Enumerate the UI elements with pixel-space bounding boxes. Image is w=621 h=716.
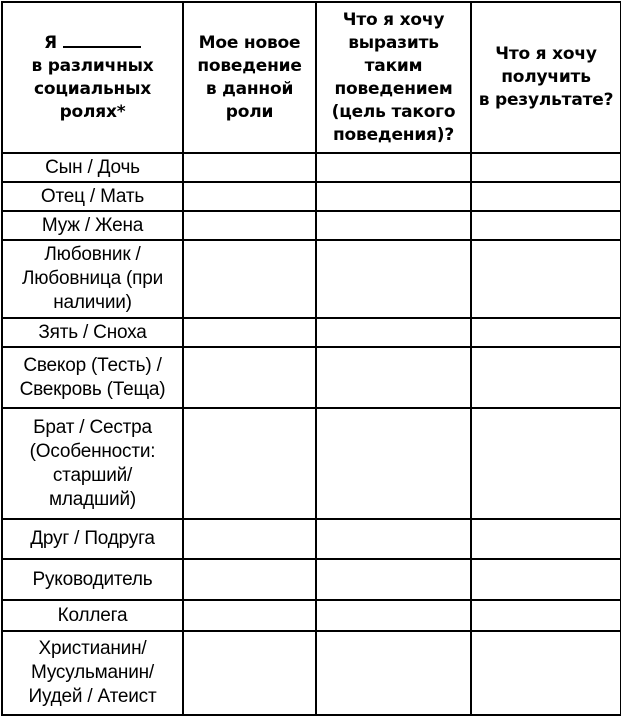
role-cell: Сын / Дочь [2, 153, 183, 182]
express-goal-cell[interactable] [316, 631, 471, 715]
result-cell[interactable] [471, 408, 621, 519]
table-row [2, 600, 621, 631]
table-row [2, 153, 621, 182]
header-roles [2, 2, 183, 153]
express-goal-cell[interactable] [316, 182, 471, 211]
new-behavior-cell[interactable] [183, 211, 316, 240]
new-behavior-cell[interactable] [183, 318, 316, 347]
result-cell[interactable] [471, 318, 621, 347]
header-row [2, 2, 621, 153]
new-behavior-cell[interactable] [183, 240, 316, 318]
table-row [2, 240, 621, 318]
role-cell: Друг / Подруга [2, 519, 183, 559]
table-row [2, 519, 621, 559]
header-result [471, 2, 621, 153]
role-cell: Коллега [2, 600, 183, 631]
header-express-goal-line-2: таким [364, 55, 423, 76]
header-result-line-1: получить [501, 67, 591, 87]
table-row [2, 347, 621, 408]
header-roles-line-2: социальных [33, 78, 152, 99]
result-cell[interactable] [471, 631, 621, 715]
result-cell[interactable] [471, 600, 621, 631]
new-behavior-cell[interactable] [183, 559, 316, 600]
express-goal-cell[interactable] [316, 153, 471, 182]
express-goal-cell[interactable] [316, 519, 471, 559]
result-cell[interactable] [471, 559, 621, 600]
new-behavior-cell[interactable] [183, 600, 316, 631]
role-cell: Руководитель [2, 559, 183, 600]
result-cell[interactable] [471, 347, 621, 408]
express-goal-cell[interactable] [316, 211, 471, 240]
table-row [2, 211, 621, 240]
social-roles-table [1, 1, 621, 716]
result-cell[interactable] [471, 211, 621, 240]
role-cell: Любовник / Любовница (при наличии) [2, 240, 183, 318]
fill-in-blank [63, 32, 141, 48]
header-express-goal-line-5: поведения)? [333, 124, 454, 145]
new-behavior-cell[interactable] [183, 519, 316, 559]
role-cell: Муж / Жена [2, 211, 183, 240]
header-express-goal-line-1: выразить [348, 32, 439, 53]
table-row [2, 559, 621, 600]
express-goal-cell[interactable] [316, 318, 471, 347]
header-express-goal-line-3: поведением [334, 78, 453, 99]
header-new-behavior-line-2: в данной [205, 78, 294, 99]
role-cell: Отец / Мать [2, 182, 183, 211]
role-cell: Брат / Сестра (Особенности: старший/ младший) [2, 408, 183, 519]
new-behavior-cell[interactable] [183, 182, 316, 211]
new-behavior-cell[interactable] [183, 347, 316, 408]
header-result-line-0: Что я хочу [495, 44, 597, 64]
table-row [2, 182, 621, 211]
header-roles-line-3: ролях* [59, 101, 126, 122]
table-row [2, 408, 621, 519]
header-express-goal [316, 2, 471, 153]
role-cell: Зять / Сноха [2, 318, 183, 347]
header-result-line-2: в результате? [478, 90, 614, 110]
result-cell[interactable] [471, 182, 621, 211]
result-cell[interactable] [471, 240, 621, 318]
header-new-behavior-line-0: Мое новое [198, 32, 301, 53]
new-behavior-cell[interactable] [183, 631, 316, 715]
header-new-behavior-line-1: поведение [197, 55, 302, 76]
express-goal-cell[interactable] [316, 347, 471, 408]
table-row [2, 631, 621, 715]
header-new-behavior-line-3: роли [225, 101, 274, 122]
express-goal-cell[interactable] [316, 559, 471, 600]
role-cell: Христианин/ Мусульманин/ Иудей / Атеист [2, 631, 183, 715]
new-behavior-cell[interactable] [183, 408, 316, 519]
express-goal-cell[interactable] [316, 600, 471, 631]
express-goal-cell[interactable] [316, 408, 471, 519]
result-cell[interactable] [471, 519, 621, 559]
header-new-behavior [183, 2, 316, 153]
role-cell: Свекор (Тесть) / Свекровь (Теща) [2, 347, 183, 408]
express-goal-cell[interactable] [316, 240, 471, 318]
result-cell[interactable] [471, 153, 621, 182]
table-row [2, 318, 621, 347]
header-express-goal-line-4: (цель такого [331, 101, 456, 122]
new-behavior-cell[interactable] [183, 153, 316, 182]
header-express-goal-line-0: Что я хочу [342, 9, 445, 30]
header-roles-line-1: в различных [31, 55, 154, 76]
header-roles-line-0: Я [44, 32, 57, 53]
